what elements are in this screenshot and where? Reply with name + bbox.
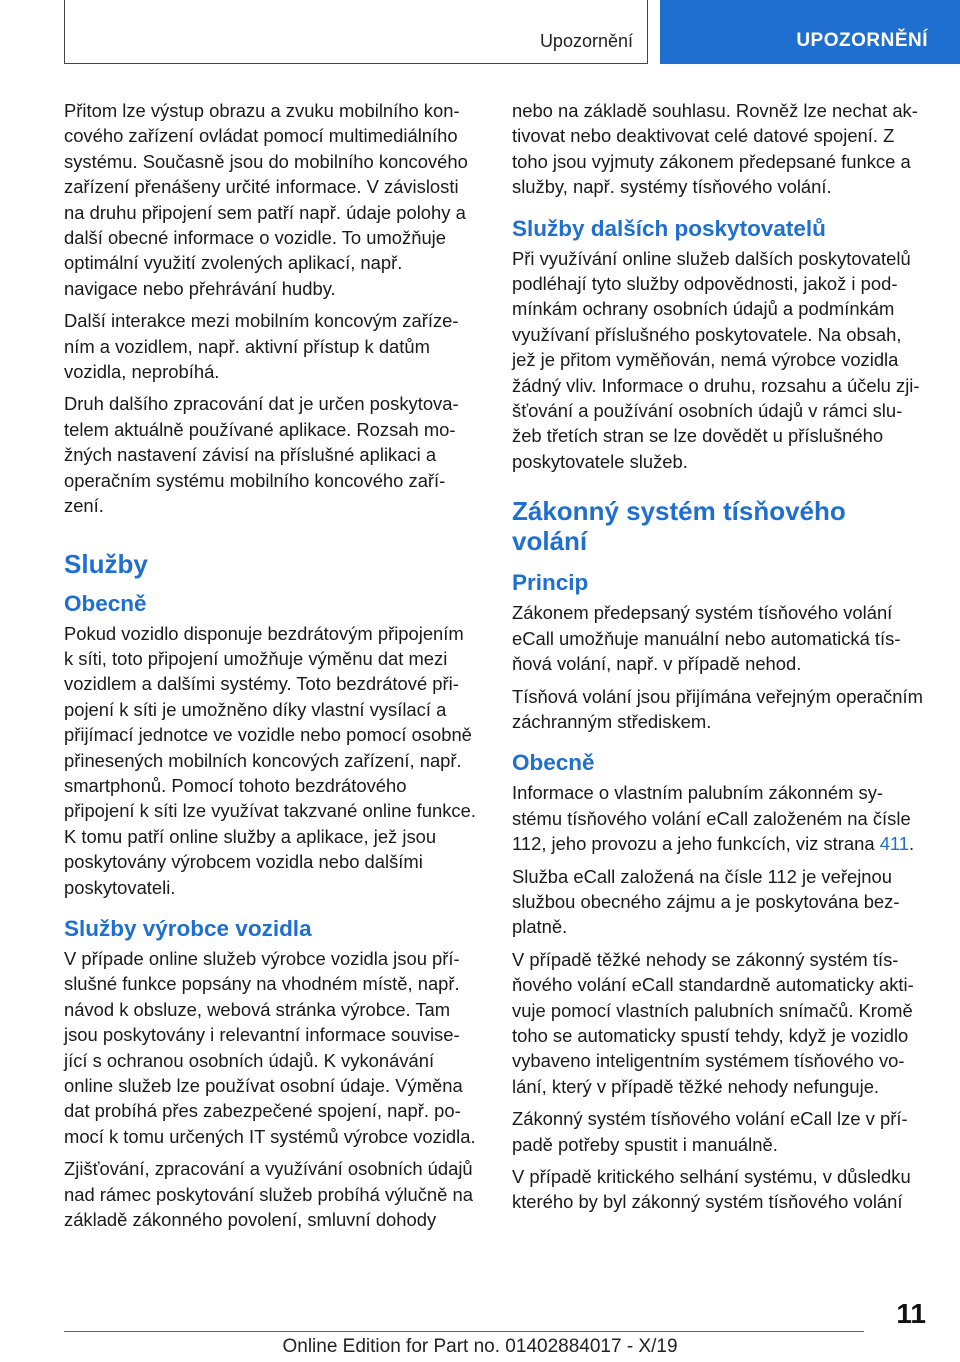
left-column — [64, 98, 476, 1239]
paragraph: Další interakce mezi mobilním koncovým zařízením a vozidlem, např. aktivní přístup k datům vozidla, neprobíhá. — [64, 310, 459, 383]
paragraph: Přitom lze výstup obrazu a zvuku mobilního koncového zařízení ovládat pomocí multimediálního systému. Současně jsou do mobilního koncového zařízení přenášeny určité informace. V závislosti na druhu připojení sem patří např. údaje polohy a další obecné informace o vozidle. To umožňuje optimální využití zvolených aplikací, např. navigace nebo přehrávání hudby. — [64, 100, 468, 299]
paragraph: Tísňová volání jsou přijímána veřejným operačním záchranným střediskem. — [512, 685, 923, 732]
page-link-411[interactable]: 411 — [879, 833, 910, 855]
paragraph: Druh dalšího zpracování dat je určen poskytovatelem aktuálně používané aplikace. Rozsah možných nastavení závisí na příslušné aplikaci a operačním systému mobilního koncového zařízení. — [64, 393, 459, 517]
heading-princip: Princip — [512, 570, 589, 596]
paragraph-ecall-info — [512, 780, 924, 856]
page-number: 11 — [896, 1298, 926, 1329]
heading-zakonny-system: Zákonný systém tísňového volání — [512, 496, 846, 557]
header-frame — [64, 0, 648, 64]
paragraph: Zákonem předepsaný systém tísňového volání eCall umožňuje manuální nebo automatická tísňová volání, např. v případě nehod. — [512, 602, 901, 675]
heading-sluzby: Služby — [64, 548, 148, 579]
paragraph: Zjišťování, zpracování a využívání osobních údajů nad rámec poskytování služeb probíhá výlučně na základě zákonného povolení, smluvní dohody — [64, 1158, 473, 1231]
chapter-tab-label: UPOZORNĚNÍ — [796, 30, 928, 51]
right-column — [512, 98, 924, 1222]
heading-sluzby-dalsich: Služby dalších poskytovatelů — [512, 215, 826, 241]
heading-obecne-right: Obecně — [512, 750, 595, 776]
paragraph: V případě kritického selhání systému, v důsledku kterého by byl zákonný systém tísňového volání — [512, 1166, 911, 1213]
paragraph: Pokud vozidlo disponuje bezdrátovým připojením k síti, toto připojení umožňuje výměnu dat mezi vozidlem a dalšími systémy. Toto bezdrátové připojení k síti je umožněno díky vlastní vysílací a přijímací jednotce ve vozidle nebo pomocí osobně přinesených mobilních koncových zařízení, např. smartphonů. Pomocí tohoto bezdrátového připojení k síti lze využívat takzvané online funkce. K tomu patří online služby a aplikace, jež jsou poskytovány výrobcem vozidla nebo dalšími poskytovateli. — [64, 622, 476, 898]
paragraph: Při využívání online služeb dalších poskytovatelů podléhají tyto služby odpovědnosti, jakož i podmínkám ochrany osobních údajů a podmínkám využívaní příslušného poskytovatele. Na obsah, jež je přitom vyměňován, nemá výrobce vozidla žádný vliv. Informace o druhu, rozsahu a účelu zjišťování a používání osobních údajů v rámci služeb třetích stran se lze dovědět u příslušného poskytovatele služeb. — [512, 247, 920, 472]
heading-obecne: Obecně — [64, 590, 147, 616]
paragraph: V případe online služeb výrobce vozidla jsou příslušné funkce popsány na vhodném místě, např. návod k obsluze, webová stránka výrobce. Tam jsou poskytovány i relevantní informace související s ochranou osobních údajů. K vykonávání online služeb lze používat osobní údaje. Výměna dat probíhá přes zabezpečené spojení, např. pomocí k tomu určených IT systémů výrobce vozidla. — [64, 947, 476, 1147]
paragraph: Služba eCall založená na čísle 112 je veřejnou službou obecného zájmu a je poskytována bezplatně. — [512, 865, 900, 938]
paragraph-end: . — [909, 833, 915, 855]
footer-divider — [64, 1331, 864, 1332]
paragraph-text: Informace o vlastním palubním zákonném systému tísňového volání eCall založeném na čísle 112, jeho provozu a jeho funkcích, viz strana — [512, 782, 911, 855]
paragraph: V případě těžké nehody se zákonný systém tísňového volání eCall standardně automaticky aktivuje pomocí vlastních palubních snímačů. Kromě toho se automaticky spustí tehdy, když je vozidlo vybaveno inteligentním systémem tísňového volání, který v případě těžké nehody nefunguje. — [512, 948, 914, 1097]
footer-edition-text: Online Edition for Part no. 01402884017 - X/19 — [282, 1336, 678, 1357]
section-title: Upozornění — [539, 31, 633, 51]
chapter-tab[interactable] — [660, 0, 960, 64]
heading-sluzby-vyrobce: Služby výrobce vozidla — [64, 915, 312, 941]
paragraph: nebo na základě souhlasu. Rovněž lze nechat aktivovat nebo deaktivovat celé datové spojení. Z toho jsou vyjmuty zákonem předepsané funkce a služby, např. systémy tísňového volání. — [512, 100, 918, 198]
paragraph: Zákonný systém tísňového volání eCall lze v případě potřeby spustit i manuálně. — [512, 1108, 908, 1155]
